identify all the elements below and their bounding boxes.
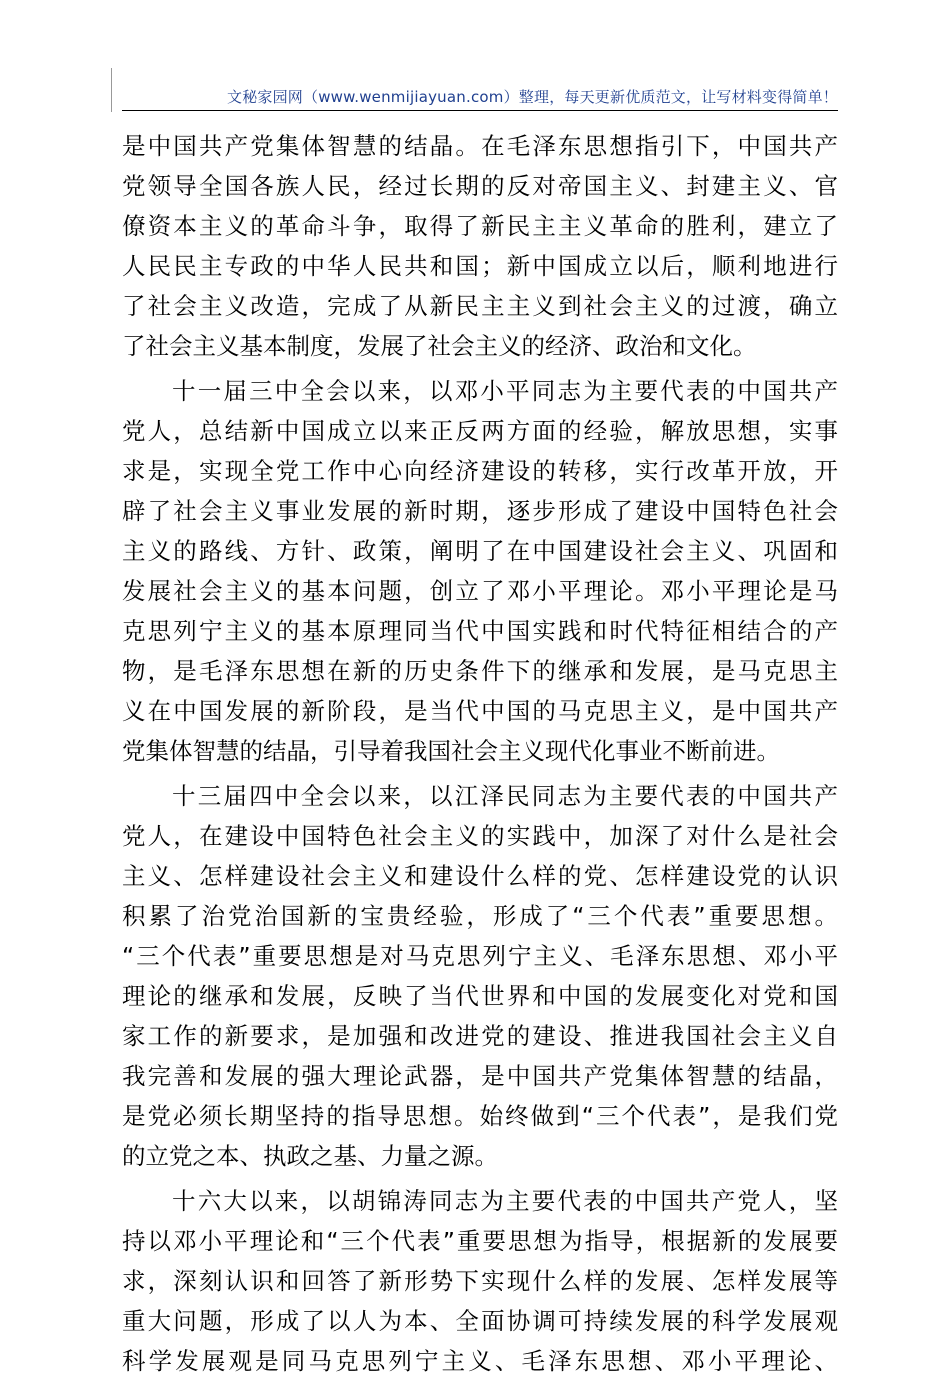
text-line: 发展社会主义的基本问题，创立了邓小平理论。邓小平理论是马	[122, 577, 838, 605]
paragraph-1	[122, 126, 838, 366]
text-line: 主义、怎样建设社会主义和建设什么样的党、怎样建设党的认识	[122, 862, 838, 890]
paragraph-3	[122, 776, 838, 1176]
text-line: 是中国共产党集体智慧的结晶。在毛泽东思想指引下，中国共产	[122, 132, 838, 160]
text-line: 克思列宁主义的基本原理同当代中国实践和时代特征相结合的产	[122, 617, 838, 645]
text-line: 党人，总结新中国成立以来正反两方面的经验，解放思想，实事	[122, 417, 838, 445]
text-line: 了社会主义基本制度，发展了社会主义的经济、政治和文化。	[122, 332, 757, 360]
text-line: 义在中国发展的新阶段，是当代中国的马克思主义，是中国共产	[122, 697, 838, 725]
text-line: 人民民主专政的中华人民共和国；新中国成立以后，顺利地进行	[122, 252, 838, 280]
paragraph-2	[122, 371, 838, 771]
text-line: 我完善和发展的强大理论武器，是中国共产党集体智慧的结晶，	[122, 1062, 838, 1090]
text-line: 十三届四中全会以来，以江泽民同志为主要代表的中国共产	[172, 782, 838, 810]
text-line: 持以邓小平理论和“三个代表”重要思想为指导，根据新的发展要	[122, 1227, 838, 1255]
text-line: 理论的继承和发展，反映了当代世界和中国的发展变化对党和国	[122, 982, 838, 1010]
header-watermark-text: 文秘家园网（www.wenmijiayuan.com）整理，每天更新优质范文，让写材料变得简单！	[227, 88, 838, 106]
text-line: 求，深刻认识和回答了新形势下实现什么样的发展、怎样发展等	[122, 1267, 838, 1295]
document-body	[122, 126, 838, 1381]
text-line: 党领导全国各族人民，经过长期的反对帝国主义、封建主义、官	[122, 172, 838, 200]
text-line: 的立党之本、执政之基、力量之源。	[122, 1142, 498, 1170]
text-line: 十一届三中全会以来，以邓小平同志为主要代表的中国共产	[172, 377, 838, 405]
text-line: 物，是毛泽东思想在新的历史条件下的继承和发展，是马克思主	[122, 657, 838, 685]
page-corner-mark	[111, 68, 112, 112]
text-line: 重大问题，形成了以人为本、全面协调可持续发展的科学发展观	[122, 1307, 838, 1335]
text-line: 家工作的新要求，是加强和改进党的建设、推进我国社会主义自	[122, 1022, 838, 1050]
text-line: “三个代表”重要思想是对马克思列宁主义、毛泽东思想、邓小平	[122, 942, 838, 970]
text-line: 十六大以来，以胡锦涛同志为主要代表的中国共产党人，坚	[172, 1187, 838, 1215]
text-line: 了社会主义改造，完成了从新民主主义到社会主义的过渡，确立	[122, 292, 838, 320]
text-line: 积累了治党治国新的宝贵经验，形成了“三个代表”重要思想。	[122, 902, 838, 930]
text-line: 是党必须长期坚持的指导思想。始终做到“三个代表”，是我们党	[122, 1102, 838, 1130]
text-line: 主义的路线、方针、政策，阐明了在中国建设社会主义、巩固和	[122, 537, 838, 565]
text-line: 科学发展观是同马克思列宁主义、毛泽东思想、邓小平理论、	[122, 1347, 838, 1375]
page-header	[122, 86, 838, 111]
text-line: 辟了社会主义事业发展的新时期，逐步形成了建设中国特色社会	[122, 497, 838, 525]
text-line: 僚资本主义的革命斗争，取得了新民主主义革命的胜利，建立了	[122, 212, 838, 240]
text-line: 党集体智慧的结晶，引导着我国社会主义现代化事业不断前进。	[122, 737, 780, 765]
text-line: 求是，实现全党工作中心向经济建设的转移，实行改革开放，开	[122, 457, 838, 485]
text-line: 党人，在建设中国特色社会主义的实践中，加深了对什么是社会	[122, 822, 838, 850]
paragraph-4	[122, 1181, 838, 1381]
